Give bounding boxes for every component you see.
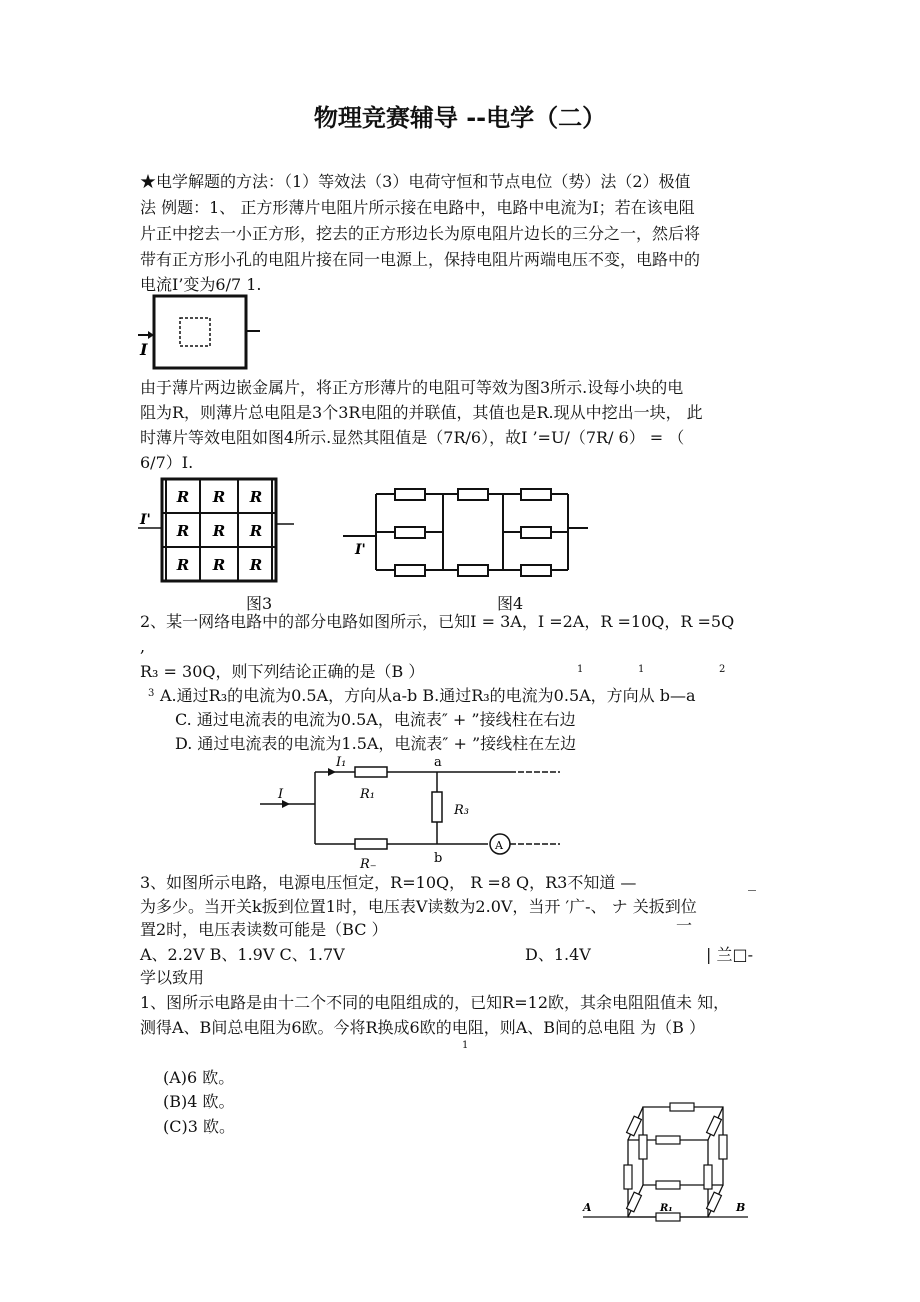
intro-line: 带有正方形小孔的电阻片接在同一电源上，保持电阻片两端电压不变，电路中的: [140, 250, 701, 269]
cell-label: R: [212, 522, 226, 540]
intro-line: 电流I’变为6/7 1.: [140, 275, 262, 294]
cell-label: R: [212, 488, 226, 506]
p1-option: (B)4 欧。: [163, 1092, 235, 1111]
stray-mark: 一: [676, 916, 693, 935]
q3-option-d: D、1.4V: [525, 945, 591, 964]
node-a-label: A: [583, 1201, 592, 1214]
page-title: 物理竞赛辅导 --电学（二）: [313, 104, 607, 132]
cell-label: R: [176, 488, 190, 506]
explain-line: 阻为R，则薄片总电阻是3个3R电阻的并联值，其值也是R.现从中挖出一块， 此: [140, 403, 703, 422]
cell-label: R: [249, 522, 263, 540]
q2-option-c: C. 通过电流表的电流为0.5A，电流表″ + ”接线柱在右边: [175, 710, 576, 729]
cell-label: R: [176, 556, 190, 574]
intro-line: 法 例题：1、 正方形薄片电阻片所示接在电路中，电路中电流为I；若在该电阻: [140, 198, 695, 217]
r1-label: R₁: [660, 1203, 673, 1214]
p1-option: (C)3 欧。: [163, 1117, 235, 1136]
p1-option: (A)6 欧。: [163, 1068, 235, 1087]
q2-line: R₃ = 30Q，则下列结论正确的是（B ）: [140, 662, 425, 681]
subscript: 3: [148, 688, 155, 699]
p1-line: 1、图所示电路是由十二个不同的电阻组成的，已知R=12欧，其余电阻阻值未 知，: [140, 993, 730, 1012]
current-label: I': [140, 512, 151, 528]
r2-label: R₋: [360, 857, 377, 872]
q2-option-d: D. 通过电流表的电流为1.5A，电流表″ + ”接线柱在左边: [175, 734, 577, 753]
cell-label: R: [249, 488, 263, 506]
r1-label: R₁: [360, 787, 375, 802]
figure-3-grid: [138, 476, 298, 586]
explain-line: 时薄片等效电阻如图4所示.显然其阻值是（7R/6），故I ’=U/（7R/ 6） = （: [140, 428, 685, 447]
stray-mark: _: [748, 872, 756, 891]
node-b-label: B: [736, 1201, 746, 1214]
q3-line: 置2时，电压表读数可能是（BC ）: [140, 920, 388, 939]
explain-line: 6/7）I.: [140, 453, 194, 472]
current-i1: I₁: [336, 755, 347, 770]
q2-circuit: [240, 752, 570, 872]
current-label: I: [140, 340, 148, 359]
ammeter-label: A: [495, 839, 503, 852]
subscript: 2: [719, 664, 726, 675]
stray-artifact: | 兰□-: [706, 945, 754, 964]
figure-1-square-plate: [138, 293, 268, 373]
cell-label: R: [249, 556, 263, 574]
cell-label: R: [212, 556, 226, 574]
node-b: b: [434, 851, 443, 866]
node-a: a: [434, 755, 442, 770]
intro-line: ★电学解题的方法：（1）等效法（3）电荷守恒和节点电位（势）法（2）极值: [140, 172, 691, 191]
q2-line: 2、某一网络电路中的部分电路如图所示，已知I = 3A，I =2A，R =10Q，R =5Q: [140, 612, 735, 631]
r3-label: R₃: [454, 803, 469, 818]
current-label: I': [355, 542, 366, 558]
current-i: I: [278, 787, 284, 802]
q3-line: 3、如图所示电路，电源电压恒定，R=10Q， R =8 Q，R3不知道 —: [140, 873, 637, 892]
subscript: 1: [577, 664, 584, 675]
figure-3-caption: 图3: [246, 594, 273, 613]
explain-line: 由于薄片两边嵌金属片，将正方形薄片的电阻可等效为图3所示.设每小块的电: [140, 378, 684, 397]
q3-line: 为多少。当开关k扳到位置1时，电压表V读数为2.0V，当开 ′广-、 ナ 关扳到位: [140, 897, 697, 916]
cell-label: R: [176, 522, 190, 540]
section-heading: 学以致用: [140, 968, 205, 987]
subscript: 1: [462, 1040, 469, 1051]
figure-4-caption: 图4: [497, 594, 524, 613]
figure-4-network: [343, 482, 605, 582]
resistor-cube-figure: [578, 1095, 778, 1230]
q2-line: ,: [140, 637, 146, 656]
q2-option-ab: A.通过R₃的电流为0.5A，方向从a-b B.通过R₃的电流为0.5A，方向从 b—a: [160, 686, 696, 705]
intro-line: 片正中挖去一小正方形，挖去的正方形边长为原电阻片边长的三分之一，然后将: [140, 224, 701, 243]
subscript: 1: [638, 664, 645, 675]
p1-line: 测得A、B间总电阻为6欧。今将R换成6欧的电阻，则A、B间的总电阻 为（B ）: [140, 1018, 705, 1037]
q3-options-abc: A、2.2V B、1.9V C、1.7V: [140, 945, 345, 964]
